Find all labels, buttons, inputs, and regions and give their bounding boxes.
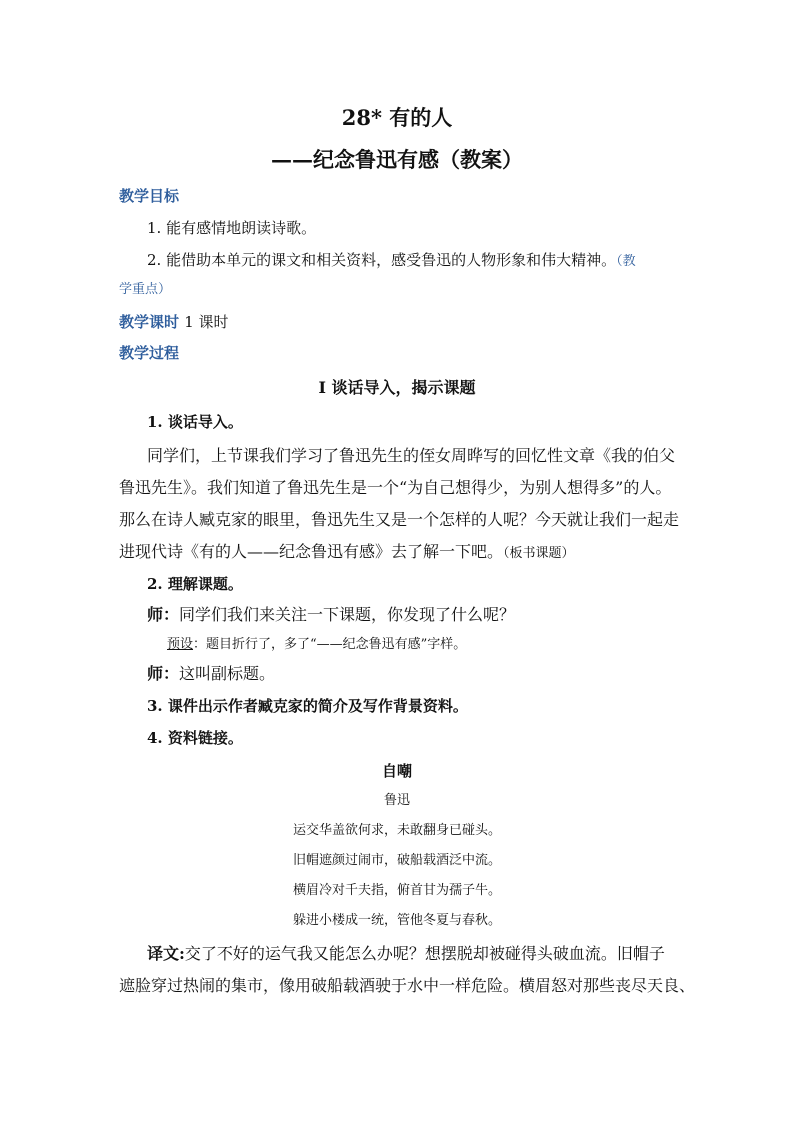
teacher-answer [147,664,275,684]
preset-text: ：题目折行了，多了“——纪念鲁迅有感”字样。 [193,637,467,652]
lesson-title: 28* 有的人 [341,105,453,130]
para1-line-2: 鲁迅先生》。我们知道了鲁迅先生是一个“为自己想得少，为别人想得多”的人。 [119,478,672,497]
translation-label: 译文: [147,944,185,963]
step-2: 2. 理解课题。 [147,575,243,593]
poem-line-3: 横眉冷对千夫指，俯首甘为孺子牛。 [292,883,501,898]
board-note: （板书课题） [503,546,575,561]
preset-label: 预设 [167,637,194,652]
step-4: 4. 资料链接。 [147,729,243,747]
poem-title: 自嘲 [381,762,412,780]
translation-line-1 [147,944,665,964]
poem-line-4: 躲进小楼成一统，管他冬夏与春秋。 [292,913,501,928]
teacher-question-text: 同学们我们来关注一下课题，你发现了什么呢？ [179,605,516,624]
goal-item-2-text: 2. 能借助本单元的课文和相关资料，感受鲁迅的人物形象和伟大精神。 [147,251,617,269]
section-heading-1: Ⅰ 谈话导入，揭示课题 [318,378,476,397]
para1-line-4-text: 进现代诗《有的人——纪念鲁迅有感》去了解一下吧。 [119,542,504,561]
lesson-subtitle: ——纪念鲁迅有感（教案） [271,147,523,172]
teacher-label: 师： [147,605,180,624]
para1-line-1: 同学们，上节课我们学习了鲁迅先生的侄女周晔写的回忆性文章《我的伯父 [147,446,676,465]
goal-item-2 [147,250,636,272]
teacher-question [147,605,515,625]
poem-author: 鲁迅 [383,793,410,808]
process-heading: 教学过程 [119,344,180,362]
translation-text-1: 交了不好的运气我又能怎么办呢？想摆脱却被碰得头破血流。旧帽子 [184,944,665,963]
step-1: 1. 谈话导入。 [147,413,243,431]
translation-line-2: 遮脸穿过热闹的集市，像用破船载酒驶于水中一样危险。横眉怒对那些丧尽天良、 [119,976,696,995]
goal-item-1: 1. 能有感情地朗读诗歌。 [147,219,317,237]
step-3: 3. 课件出示作者臧克家的简介及写作背景资料。 [147,697,468,715]
hours-value: 1 课时 [184,313,229,331]
para1-line-4 [119,542,575,564]
goal-item-2-tag-cont: 学重点） [119,282,172,297]
poem-line-1: 运交华盖欲何求，未敢翻身已碰头。 [292,823,501,838]
hours-label: 教学课时 [119,313,180,331]
preset-answer [167,635,466,655]
hours-heading [119,312,229,332]
para1-line-3: 那么在诗人臧克家的眼里，鲁迅先生又是一个怎样的人呢？今天就让我们一起走 [119,510,680,529]
poem-line-2: 旧帽遮颜过闹市，破船载酒泛中流。 [292,853,501,868]
goals-heading: 教学目标 [119,187,180,205]
goal-item-2-tag: （教 [616,254,636,269]
teacher-answer-text: 这叫副标题。 [179,664,276,683]
teacher-label-2: 师： [147,664,180,683]
